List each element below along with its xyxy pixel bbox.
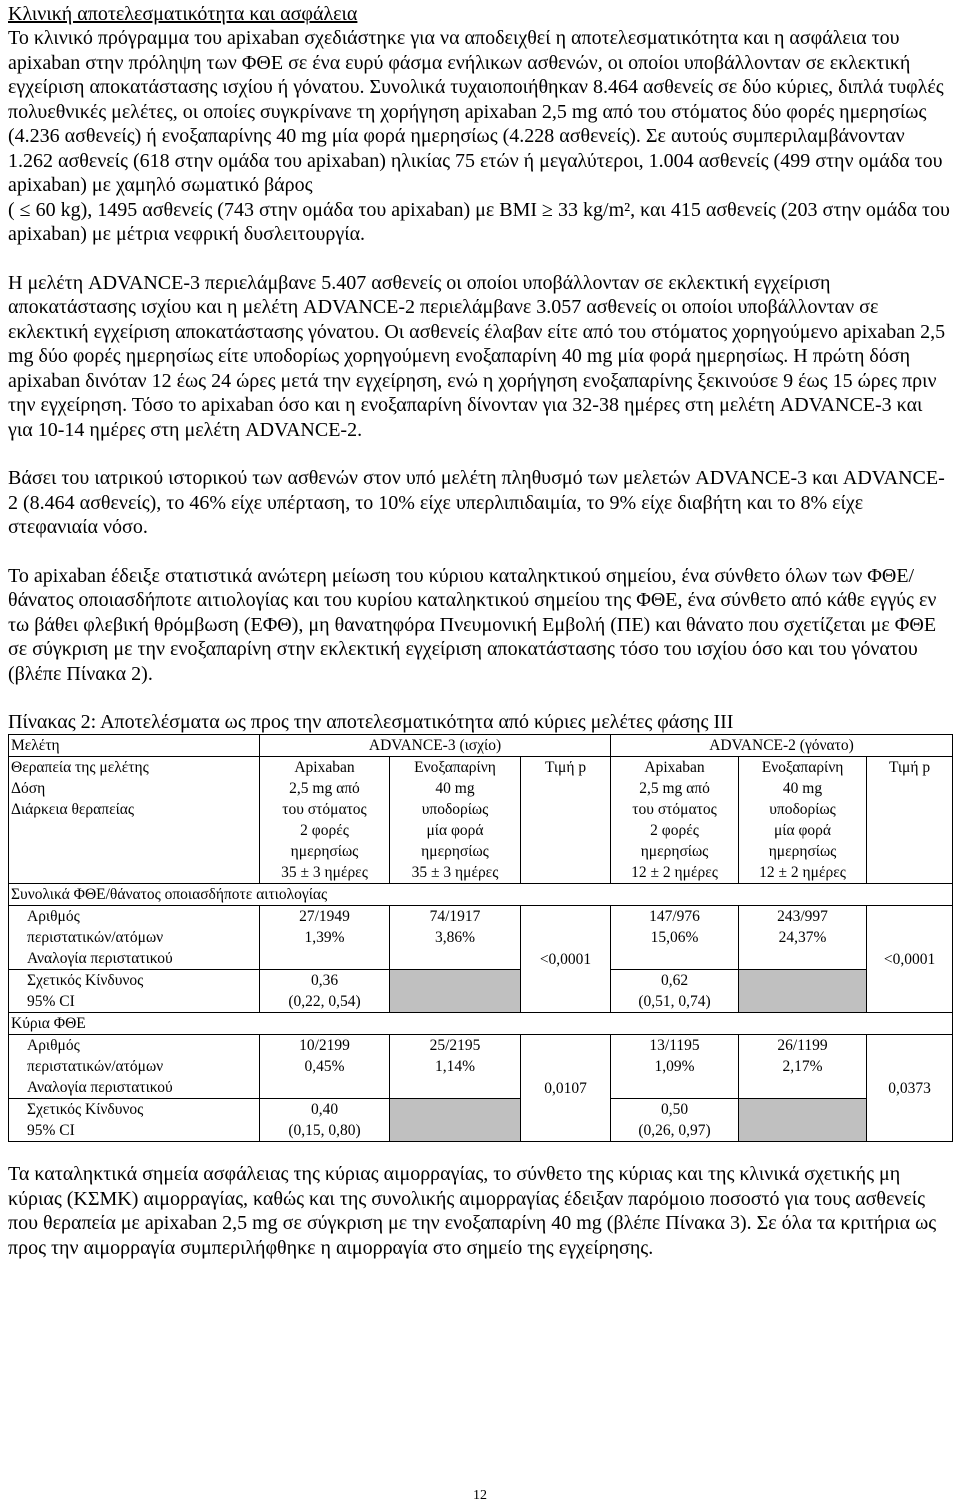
cell-line: 24,37%	[778, 929, 827, 946]
enoxaparin-adv2-events	[739, 1035, 867, 1099]
cell-line: περιστατικών/ατόμων	[27, 1058, 164, 1075]
cell-line: (0,51, 0,74)	[638, 993, 711, 1010]
cell-line: Αναλογία περιστατικού	[27, 950, 173, 967]
p-value-adv3: <0,0001	[521, 906, 611, 1013]
cell-line: Σχετικός Κίνδυνος	[27, 972, 144, 989]
cell-line: 10/2199	[299, 1037, 350, 1054]
cell-line: μία φορά	[426, 822, 484, 839]
shaded-cell	[390, 970, 521, 1013]
enoxaparin-adv3-events	[390, 1035, 521, 1099]
cell-line: Σχετικός Κίνδυνος	[27, 1101, 144, 1118]
table-header-row	[9, 735, 953, 757]
cell-line: 26/1199	[777, 1037, 828, 1054]
cell-line: περιστατικών/ατόμων	[27, 929, 164, 946]
relative-risk-label	[9, 1099, 260, 1142]
apixaban-adv2-events	[611, 906, 739, 970]
cell-line: 40 mg	[435, 780, 475, 797]
header-advance3: ADVANCE-3 (ισχίο)	[260, 735, 611, 757]
paragraph-efficacy: Το apixaban έδειξε στατιστικά ανώτερη μείωση του κύριου καταληκτικού σημείου, ένα σύνθετο όλων των ΦΘΕ/θάνατος οποιασδήποτε αιτιολογίας και του κυρίου καταληκτικού σημείου της ΦΘΕ, ένα σύνθετο από κάθε εγγύς εν τω βάθει φλεβική θρόμβωση (ΕΦΘ), μη θανατηφόρα Πνευμονική Εμβολή (ΠΕ) και θάνατο που σχετίζεται με ΦΘΕ σε σύγκριση με την ενοξαπαρίνη στην εκλεκτική εγχείριση αποκατάστασης τόσο του ισχίου όσο και του γόνατου (βλέπε Πίνακα 2).	[8, 564, 937, 685]
treatment-label-cell	[9, 757, 260, 884]
cell-line: Apixaban	[294, 759, 355, 776]
cell-line: 15,06%	[650, 929, 699, 946]
table-row	[9, 906, 953, 970]
treatment-label: Θεραπεία της μελέτης	[11, 759, 149, 776]
document-page	[8, 0, 952, 1260]
enoxaparin-adv3-header	[390, 757, 521, 884]
cell-line: ημερησίως	[640, 843, 709, 860]
cell-line: Αναλογία περιστατικού	[27, 1079, 173, 1096]
cell-line: 0,45%	[304, 1058, 345, 1075]
events-label	[9, 906, 260, 970]
paragraph-advance-studies: Η μελέτη ADVANCE-3 περιελάμβανε 5.407 ασθενείς οι οποίοι υποβάλλονταν σε εκλεκτική εγχείριση αποκατάστασης ισχίου και η μελέτη ADVANCE-2 περιελάμβανε 3.057 ασθενείς οι οποίοι υποβάλλονταν σε εκλεκτική εγχείριση αποκατάστασης γόνατου. Οι ασθενείς έλαβαν είτε από του στόματος χορηγούμενο apixaban 2,5 mg δύο φορές ημερησίως είτε υποδορίως χορηγούμενη ενοξαπαρίνη 40 mg μία φορά ημερησίως. Η πρώτη δόση apixaban δινόταν 12 έως 24 ώρες μετά την εγχείρηση, ενώ η χορήγηση ενοξαπαρίνης ξεκινούσε 9 έως 15 ώρες πριν την εγχείρηση. Τόσο το apixaban όσο και η ενοξαπαρίνη δίνονταν για 32-38 ημέρες στη μελέτη ADVANCE-3 και για 10-14 ημέρες στη μελέτη ADVANCE-2.	[8, 271, 946, 441]
apixaban-adv3-header	[260, 757, 390, 884]
cell-line: 2,5 mg από	[289, 780, 360, 797]
section-row-major-vte	[9, 1013, 953, 1035]
cell-line: 0,36	[310, 972, 339, 989]
cell-line: του στόματος	[632, 801, 717, 818]
p-value-adv2: 0,0373	[867, 1035, 953, 1142]
cell-line: του στόματος	[282, 801, 367, 818]
cell-line: 13/1195	[649, 1037, 700, 1054]
table-caption: Πίνακας 2: Αποτελέσματα ως προς την αποτελεσματικότητα από κύριες μελέτες φάσης III	[8, 711, 734, 733]
shaded-cell	[390, 1099, 521, 1142]
apixaban-adv2-header	[611, 757, 739, 884]
cell-line: 3,86%	[434, 929, 476, 946]
cell-line: 243/997	[777, 908, 828, 925]
section-total-vte: Συνολικά ΦΘΕ/θάνατος οποιασδήποτε αιτιολογίας	[9, 884, 953, 906]
cell-line: μία φορά	[774, 822, 832, 839]
cell-line: 0,62	[660, 972, 689, 989]
apixaban-adv2-events	[611, 1035, 739, 1099]
duration-label: Διάρκεια θεραπείας	[11, 801, 135, 818]
p-value-adv2: <0,0001	[867, 906, 953, 1013]
enoxaparin-adv2-events	[739, 906, 867, 970]
relative-risk-label	[9, 970, 260, 1013]
cell-line: 12 ± 2 ημέρες	[631, 864, 718, 881]
cell-line: Αριθμός	[27, 908, 80, 925]
cell-line: 12 ± 2 ημέρες	[759, 864, 846, 881]
efficacy-table	[8, 734, 953, 1142]
cell-line: 1,39%	[304, 929, 345, 946]
p-value-adv3: 0,0107	[521, 1035, 611, 1142]
table-row	[9, 1099, 953, 1142]
apixaban-adv3-events	[260, 906, 390, 970]
page-number: 12	[473, 1488, 487, 1503]
enoxaparin-adv2-header	[739, 757, 867, 884]
section-heading: Κλινική αποτελεσματικότητα και ασφάλεια	[8, 3, 358, 25]
header-advance2: ADVANCE-2 (γόνατο)	[611, 735, 953, 757]
cell-line: 40 mg	[782, 780, 823, 797]
cell-line: 2,5 mg από	[639, 780, 710, 797]
cell-line: 1,09%	[654, 1058, 695, 1075]
cell-line: (0,26, 0,97)	[638, 1122, 711, 1139]
cell-line: 35 ± 3 ημέρες	[411, 864, 499, 881]
cell-line: ημερησίως	[768, 843, 837, 860]
cell-line: 2 φορές	[300, 822, 349, 839]
cell-line: 2 φορές	[650, 822, 699, 839]
section-major-vte: Κύρια ΦΘΕ	[9, 1013, 953, 1035]
header-study: Μελέτη	[9, 735, 260, 757]
events-label	[9, 1035, 260, 1099]
cell-line: (0,22, 0,54)	[288, 993, 361, 1010]
cell-line: Ενοξαπαρίνη	[414, 759, 496, 776]
table-row	[9, 1035, 953, 1099]
shaded-cell	[739, 970, 867, 1013]
cell-line: (0,15, 0,80)	[288, 1122, 361, 1139]
dose-label: Δόση	[11, 780, 46, 797]
cell-line: 27/1949	[299, 908, 350, 925]
cell-line: 1,14%	[434, 1058, 476, 1075]
p-value-adv2-header: Τιμή p	[867, 757, 953, 884]
cell-line: 74/1917	[429, 908, 481, 925]
cell-line: υποδορίως	[769, 801, 836, 818]
cell-line: Apixaban	[644, 759, 705, 776]
cell-line: 0,50	[660, 1101, 689, 1118]
cell-line: Ενοξαπαρίνη	[761, 759, 844, 776]
cell-line: Αριθμός	[27, 1037, 80, 1054]
cell-line: 2,17%	[782, 1058, 823, 1075]
table-treatment-row	[9, 757, 953, 884]
cell-line: 25/2195	[429, 1037, 481, 1054]
paragraph-safety: Τα καταληκτικά σημεία ασφάλειας της κύριας αιμορραγίας, το σύνθετο της κύριας και της κλινικά σχετικής μη κύριας (ΚΣΜΚ) αιμορραγίας, καθώς και της συνολικής αιμορραγίας έδειξαν παρόμοιο ποσοστό για τους ασθενείς που θεραπεία με apixaban 2,5 mg σε σύγκριση με την ενοξαπαρίνη 40 mg (βλέπε Πίνακα 3). Σε όλα τα κριτήρια ως προς την αιμορραγία συμπεριλήφθηκε η αιμορραγία στο σημείο της εγχείρησης.	[8, 1163, 937, 1259]
cell-line: 95% CI	[27, 1122, 75, 1139]
cell-line: 147/976	[649, 908, 700, 925]
apixaban-adv3-rr	[260, 1099, 390, 1142]
cell-line: ημερησίως	[421, 843, 489, 860]
cell-line: υποδορίως	[421, 801, 489, 818]
apixaban-adv3-events	[260, 1035, 390, 1099]
paragraph-study-design: Το κλινικό πρόγραμμα του apixaban σχεδιάστηκε για να αποδειχθεί η αποτελεσματικότητα και η ασφάλεια του apixaban στην πρόληψη των ΦΘΕ σε ένα ευρύ φάσμα ενήλικων ασθενών, οι οποίοι υποβάλλονταν σε εκλεκτική εγχείριση αποκατάστασης ισχίου ή γόνατου. Συνολικά τυχαιοποιήθηκαν 8.464 ασθενείς σε δύο κύριες, διπλά τυφλές πολυεθνικές μελέτες, οι οποίες συγκρίνανε τη χορήγηση apixaban 2,5 mg από του στόματος δύο φορές ημερησίως (4.236 ασθενείς) ή ενοξαπαρίνης 40 mg μία φορά ημερησίως (4.228 ασθενείς). Σε αυτούς συμπεριλαμβάνονταν 1.262 ασθενείς (618 στην ομάδα του apixaban) ηλικίας 75 ετών ή μεγαλύτεροι, 1.004 ασθενείς (499 στην ομάδα του apixaban) με χαμηλό σωματικό βάρος	[8, 27, 944, 196]
section-row-total-vte	[9, 884, 953, 906]
cell-line: 0,40	[310, 1101, 339, 1118]
cell-line: ημερησίως	[290, 843, 359, 860]
apixaban-adv2-rr	[611, 970, 739, 1013]
cell-line: 95% CI	[27, 993, 75, 1010]
paragraph-study-design-cont: ( ≤ 60 kg), 1495 ασθενείς (743 στην ομάδα του apixaban) με BMI ≥ 33 kg/m², και 415 ασθενείς (203 στην ομάδα του apixaban) με μέτρια νεφρική δυσλειτουργία.	[8, 198, 950, 245]
p-value-adv3-header: Τιμή p	[521, 757, 611, 884]
shaded-cell	[739, 1099, 867, 1142]
paragraph-medical-history: Βάσει του ιατρικού ιστορικού των ασθενών στον υπό μελέτη πληθυσμό των μελετών ADVANCE-3 και ADVANCE-2 (8.464 ασθενείς), το 46% είχε υπέρταση, το 10% είχε υπερλιπιδαιμία, το 9% είχε διαβήτη και το 8% είχε στεφανιαία νόσο.	[8, 467, 945, 538]
apixaban-adv3-rr	[260, 970, 390, 1013]
enoxaparin-adv3-events	[390, 906, 521, 970]
table-row	[9, 970, 953, 1013]
apixaban-adv2-rr	[611, 1099, 739, 1142]
cell-line: 35 ± 3 ημέρες	[281, 864, 368, 881]
